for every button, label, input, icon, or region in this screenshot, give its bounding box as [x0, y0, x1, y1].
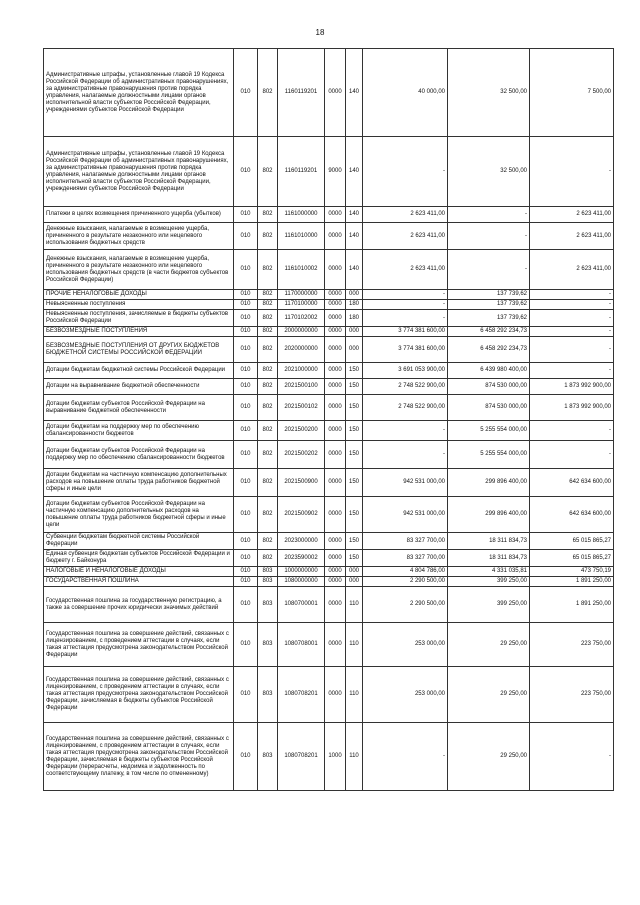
kosgu-code: 000 — [346, 337, 363, 363]
executed-amount: 399 250,00 — [448, 587, 530, 623]
chapter-code: 010 — [234, 395, 258, 421]
chapter-code: 010 — [234, 567, 258, 577]
planned-amount: 83 327 700,00 — [363, 550, 448, 567]
executed-amount: 29 250,00 — [448, 667, 530, 723]
income-code: 2020000000 — [278, 337, 325, 363]
row-name: Невыясненные поступления, зачисляемые в бюджеты субъектов Российской Федерации — [44, 310, 234, 327]
admin-code: 802 — [258, 207, 278, 223]
table-row — [44, 723, 614, 791]
income-code: 1080700001 — [278, 587, 325, 623]
row-name: Дотации на выравнивание бюджетной обеспеченности — [44, 379, 234, 395]
chapter-code: 010 — [234, 421, 258, 441]
planned-amount: 3 774 381 600,00 — [363, 327, 448, 337]
income-code: 2023000000 — [278, 533, 325, 550]
admin-code: 802 — [258, 441, 278, 469]
planned-amount: 253 000,00 — [363, 667, 448, 723]
chapter-code: 010 — [234, 363, 258, 379]
executed-amount: 5 255 554 000,00 — [448, 441, 530, 469]
executed-amount: 29 250,00 — [448, 723, 530, 791]
row-name: БЕЗВОЗМЕЗДНЫЕ ПОСТУПЛЕНИЯ ОТ ДРУГИХ БЮДЖЕТОВ БЮДЖЕТНОЙ СИСТЕМЫ РОССИЙСКОЙ ФЕДЕРАЦИИ — [44, 337, 234, 363]
executed-amount: 6 458 292 234,73 — [448, 327, 530, 337]
remaining-amount: - — [530, 300, 614, 310]
planned-amount: 942 531 000,00 — [363, 497, 448, 533]
income-code: 2023590002 — [278, 550, 325, 567]
table-row — [44, 300, 614, 310]
subtype-code: 0000 — [325, 49, 346, 137]
row-name: Дотации бюджетам субъектов Российской Федерации на выравнивание бюджетной обеспеченности — [44, 395, 234, 421]
planned-amount: - — [363, 723, 448, 791]
admin-code: 803 — [258, 723, 278, 791]
chapter-code: 010 — [234, 337, 258, 363]
row-name: Невыясненные поступления — [44, 300, 234, 310]
subtype-code: 0000 — [325, 497, 346, 533]
income-code: 1080708201 — [278, 667, 325, 723]
executed-amount: - — [448, 250, 530, 290]
kosgu-code: 110 — [346, 667, 363, 723]
admin-code: 802 — [258, 421, 278, 441]
planned-amount: 2 623 411,00 — [363, 250, 448, 290]
remaining-amount: - — [530, 363, 614, 379]
subtype-code: 0000 — [325, 223, 346, 250]
executed-amount: 137 739,62 — [448, 310, 530, 327]
planned-amount: - — [363, 300, 448, 310]
income-code: 1170000000 — [278, 290, 325, 300]
row-name: Субвенции бюджетам бюджетной системы Российской Федерации — [44, 533, 234, 550]
income-code: 2021500902 — [278, 497, 325, 533]
subtype-code: 0000 — [325, 337, 346, 363]
remaining-amount: - — [530, 441, 614, 469]
table-row — [44, 207, 614, 223]
table-row — [44, 137, 614, 207]
kosgu-code: 000 — [346, 567, 363, 577]
row-name: БЕЗВОЗМЕЗДНЫЕ ПОСТУПЛЕНИЯ — [44, 327, 234, 337]
subtype-code: 9000 — [325, 137, 346, 207]
table-row — [44, 567, 614, 577]
planned-amount: 3 774 381 600,00 — [363, 337, 448, 363]
row-name: Дотации бюджетам на поддержку мер по обеспечению сбалансированности бюджетов — [44, 421, 234, 441]
kosgu-code: 140 — [346, 250, 363, 290]
remaining-amount: 1 891 250,00 — [530, 577, 614, 587]
chapter-code: 010 — [234, 533, 258, 550]
planned-amount: 2 623 411,00 — [363, 223, 448, 250]
remaining-amount: - — [530, 290, 614, 300]
kosgu-code: 140 — [346, 137, 363, 207]
income-code: 1160119201 — [278, 49, 325, 137]
admin-code: 803 — [258, 667, 278, 723]
subtype-code: 0000 — [325, 395, 346, 421]
kosgu-code: 000 — [346, 290, 363, 300]
executed-amount: 874 530 000,00 — [448, 395, 530, 421]
admin-code: 803 — [258, 623, 278, 667]
subtype-code: 0000 — [325, 567, 346, 577]
kosgu-code: 140 — [346, 223, 363, 250]
income-code: 1161010002 — [278, 250, 325, 290]
table-row — [44, 395, 614, 421]
table-row — [44, 363, 614, 379]
table-row — [44, 337, 614, 363]
chapter-code: 010 — [234, 310, 258, 327]
income-code: 1000000000 — [278, 567, 325, 577]
income-code: 1080708201 — [278, 723, 325, 791]
kosgu-code: 110 — [346, 623, 363, 667]
admin-code: 802 — [258, 533, 278, 550]
subtype-code: 0000 — [325, 363, 346, 379]
planned-amount: - — [363, 137, 448, 207]
admin-code: 802 — [258, 290, 278, 300]
planned-amount: 2 290 500,00 — [363, 587, 448, 623]
remaining-amount: - — [530, 337, 614, 363]
admin-code: 802 — [258, 550, 278, 567]
row-name: НАЛОГОВЫЕ И НЕНАЛОГОВЫЕ ДОХОДЫ — [44, 567, 234, 577]
planned-amount: - — [363, 441, 448, 469]
remaining-amount: 2 623 411,00 — [530, 250, 614, 290]
remaining-amount: - — [530, 327, 614, 337]
subtype-code: 0000 — [325, 469, 346, 497]
admin-code: 802 — [258, 327, 278, 337]
remaining-amount: 223 750,00 — [530, 667, 614, 723]
chapter-code: 010 — [234, 667, 258, 723]
row-name: Дотации бюджетам бюджетной системы Российской Федерации — [44, 363, 234, 379]
kosgu-code: 150 — [346, 421, 363, 441]
income-code: 2021500200 — [278, 421, 325, 441]
income-code: 2000000000 — [278, 327, 325, 337]
row-name: Государственная пошлина за совершение действий, связанных с лицензированием, с проведением аттестации в случаях, если такая аттестация предусмотрена законодательством Российской Федерации, зачисляемая в бюджеты субъектов Российской Федерации — [44, 667, 234, 723]
row-name: Дотации бюджетам субъектов Российской Федерации на частичную компенсацию дополнительных расходов на повышение оплаты труда работников бюджетной сферы и иные цели — [44, 497, 234, 533]
remaining-amount: 223 750,00 — [530, 623, 614, 667]
chapter-code: 010 — [234, 497, 258, 533]
chapter-code: 010 — [234, 300, 258, 310]
table-row — [44, 550, 614, 567]
subtype-code: 0000 — [325, 667, 346, 723]
chapter-code: 010 — [234, 250, 258, 290]
admin-code: 803 — [258, 587, 278, 623]
admin-code: 802 — [258, 363, 278, 379]
income-code: 2021500202 — [278, 441, 325, 469]
kosgu-code: 180 — [346, 300, 363, 310]
chapter-code: 010 — [234, 327, 258, 337]
executed-amount: - — [448, 223, 530, 250]
table-row — [44, 577, 614, 587]
remaining-amount: - — [530, 723, 614, 791]
executed-amount: 18 311 834,73 — [448, 533, 530, 550]
remaining-amount: 1 891 250,00 — [530, 587, 614, 623]
kosgu-code: 180 — [346, 310, 363, 327]
planned-amount: 2 748 522 900,00 — [363, 395, 448, 421]
executed-amount: 137 739,62 — [448, 290, 530, 300]
planned-amount: 2 290 500,00 — [363, 577, 448, 587]
table-row — [44, 310, 614, 327]
row-name: ПРОЧИЕ НЕНАЛОГОВЫЕ ДОХОДЫ — [44, 290, 234, 300]
income-code: 1160119201 — [278, 137, 325, 207]
subtype-code: 0000 — [325, 379, 346, 395]
remaining-amount: - — [530, 310, 614, 327]
kosgu-code: 150 — [346, 533, 363, 550]
kosgu-code: 110 — [346, 587, 363, 623]
admin-code: 802 — [258, 300, 278, 310]
page-number: 18 — [315, 28, 325, 37]
budget-table — [43, 48, 614, 791]
chapter-code: 010 — [234, 723, 258, 791]
executed-amount: 299 896 400,00 — [448, 497, 530, 533]
executed-amount: 4 331 035,81 — [448, 567, 530, 577]
executed-amount: 299 896 400,00 — [448, 469, 530, 497]
table-row — [44, 469, 614, 497]
admin-code: 802 — [258, 310, 278, 327]
chapter-code: 010 — [234, 49, 258, 137]
kosgu-code: 150 — [346, 441, 363, 469]
income-code: 2021000000 — [278, 363, 325, 379]
subtype-code: 0000 — [325, 421, 346, 441]
executed-amount: 874 530 000,00 — [448, 379, 530, 395]
subtype-code: 0000 — [325, 290, 346, 300]
subtype-code: 0000 — [325, 550, 346, 567]
income-code: 2021500100 — [278, 379, 325, 395]
subtype-code: 0000 — [325, 310, 346, 327]
remaining-amount: 642 634 600,00 — [530, 469, 614, 497]
income-code: 1080708001 — [278, 623, 325, 667]
table-row — [44, 327, 614, 337]
executed-amount: 6 439 980 400,00 — [448, 363, 530, 379]
chapter-code: 010 — [234, 577, 258, 587]
subtype-code: 0000 — [325, 441, 346, 469]
admin-code: 802 — [258, 250, 278, 290]
remaining-amount: 7 500,00 — [530, 49, 614, 137]
chapter-code: 010 — [234, 441, 258, 469]
admin-code: 803 — [258, 567, 278, 577]
subtype-code: 0000 — [325, 300, 346, 310]
kosgu-code: 150 — [346, 497, 363, 533]
subtype-code: 0000 — [325, 587, 346, 623]
table-row — [44, 441, 614, 469]
admin-code: 802 — [258, 497, 278, 533]
row-name: Денежные взыскания, налагаемые в возмещение ущерба, причиненного в результате незаконного или нецелевого использования бюджетных средств (в части бюджетов субъектов Российской Федерации) — [44, 250, 234, 290]
income-code: 1080000000 — [278, 577, 325, 587]
remaining-amount: 2 623 411,00 — [530, 223, 614, 250]
row-name: Государственная пошлина за государственную регистрацию, а также за совершение прочих юридически значимых действий — [44, 587, 234, 623]
admin-code: 803 — [258, 577, 278, 587]
income-code: 2021500900 — [278, 469, 325, 497]
subtype-code: 0000 — [325, 327, 346, 337]
chapter-code: 010 — [234, 290, 258, 300]
kosgu-code: 140 — [346, 207, 363, 223]
kosgu-code: 140 — [346, 49, 363, 137]
planned-amount: 2 748 522 900,00 — [363, 379, 448, 395]
admin-code: 802 — [258, 469, 278, 497]
remaining-amount: 642 634 600,00 — [530, 497, 614, 533]
planned-amount: 40 000,00 — [363, 49, 448, 137]
subtype-code: 1000 — [325, 723, 346, 791]
remaining-amount: - — [530, 421, 614, 441]
kosgu-code: 150 — [346, 550, 363, 567]
remaining-amount: 1 873 992 900,00 — [530, 379, 614, 395]
chapter-code: 010 — [234, 207, 258, 223]
executed-amount: 18 311 834,73 — [448, 550, 530, 567]
executed-amount: 137 739,62 — [448, 300, 530, 310]
remaining-amount: 1 873 992 900,00 — [530, 395, 614, 421]
subtype-code: 0000 — [325, 207, 346, 223]
remaining-amount: 473 750,19 — [530, 567, 614, 577]
table-row — [44, 497, 614, 533]
admin-code: 802 — [258, 379, 278, 395]
executed-amount: 29 250,00 — [448, 623, 530, 667]
row-name: Административные штрафы, установленные главой 19 Кодекса Российской Федерации об административных правонарушениях, за административные правонарушения против порядка управления, налагаемые должностными лицами органов исполнительной власти субъектов Российской Федерации, учреждениями субъектов Российской Федерации — [44, 49, 234, 137]
row-name: Денежные взыскания, налагаемые в возмещение ущерба, причиненного в результате незаконного или нецелевого использования бюджетных средств — [44, 223, 234, 250]
kosgu-code: 150 — [346, 363, 363, 379]
executed-amount: 32 500,00 — [448, 137, 530, 207]
admin-code: 802 — [258, 49, 278, 137]
subtype-code: 0000 — [325, 623, 346, 667]
kosgu-code: 150 — [346, 395, 363, 421]
planned-amount: - — [363, 421, 448, 441]
chapter-code: 010 — [234, 137, 258, 207]
table-row — [44, 250, 614, 290]
kosgu-code: 150 — [346, 469, 363, 497]
kosgu-code: 000 — [346, 577, 363, 587]
income-code: 1161010000 — [278, 223, 325, 250]
table-row — [44, 49, 614, 137]
executed-amount: 399 250,00 — [448, 577, 530, 587]
row-name: Платежи в целях возмещения причиненного ущерба (убытков) — [44, 207, 234, 223]
row-name: Дотации бюджетам субъектов Российской Федерации на поддержку мер по обеспечению сбалансированности бюджетов — [44, 441, 234, 469]
income-code: 1170102002 — [278, 310, 325, 327]
remaining-amount: 2 623 411,00 — [530, 207, 614, 223]
remaining-amount: 65 015 865,27 — [530, 533, 614, 550]
planned-amount: 942 531 000,00 — [363, 469, 448, 497]
table-row — [44, 290, 614, 300]
table-row — [44, 623, 614, 667]
planned-amount: 2 623 411,00 — [363, 207, 448, 223]
planned-amount: - — [363, 310, 448, 327]
chapter-code: 010 — [234, 379, 258, 395]
row-name: Государственная пошлина за совершение действий, связанных с лицензированием, с проведением аттестации в случаях, если такая аттестация предусмотрена законодательством Российской Федерации, зачисляемая в бюджеты субъектов Российской Федерации (перерасчеты, недоимка и задолженность по соответствующему платежу, в том числе по отмененному) — [44, 723, 234, 791]
subtype-code: 0000 — [325, 533, 346, 550]
executed-amount: 5 255 554 000,00 — [448, 421, 530, 441]
row-name: Дотации бюджетам на частичную компенсацию дополнительных расходов на повышение оплаты труда работников бюджетной сферы и иные цели — [44, 469, 234, 497]
table-row — [44, 421, 614, 441]
executed-amount: 6 458 292 234,73 — [448, 337, 530, 363]
admin-code: 802 — [258, 223, 278, 250]
remaining-amount: - — [530, 137, 614, 207]
chapter-code: 010 — [234, 469, 258, 497]
executed-amount: - — [448, 207, 530, 223]
table-row — [44, 379, 614, 395]
income-code: 1161000000 — [278, 207, 325, 223]
table-row — [44, 587, 614, 623]
income-code: 2021500102 — [278, 395, 325, 421]
row-name: Единая субвенция бюджетам субъектов Российской Федерации и бюджету г. Байконура — [44, 550, 234, 567]
admin-code: 802 — [258, 337, 278, 363]
remaining-amount: 65 015 865,27 — [530, 550, 614, 567]
income-code: 1170100000 — [278, 300, 325, 310]
row-name: Государственная пошлина за совершение действий, связанных с лицензированием, с проведением аттестации в случаях, если такая аттестация предусмотрена законодательством Российской Федерации — [44, 623, 234, 667]
kosgu-code: 000 — [346, 327, 363, 337]
table-row — [44, 533, 614, 550]
subtype-code: 0000 — [325, 577, 346, 587]
chapter-code: 010 — [234, 550, 258, 567]
planned-amount: 4 804 786,00 — [363, 567, 448, 577]
chapter-code: 010 — [234, 587, 258, 623]
admin-code: 802 — [258, 395, 278, 421]
row-name: ГОСУДАРСТВЕННАЯ ПОШЛИНА — [44, 577, 234, 587]
planned-amount: 83 327 700,00 — [363, 533, 448, 550]
chapter-code: 010 — [234, 623, 258, 667]
subtype-code: 0000 — [325, 250, 346, 290]
planned-amount: 253 000,00 — [363, 623, 448, 667]
table-row — [44, 223, 614, 250]
kosgu-code: 150 — [346, 379, 363, 395]
kosgu-code: 110 — [346, 723, 363, 791]
table-row — [44, 667, 614, 723]
planned-amount: 3 691 053 900,00 — [363, 363, 448, 379]
row-name: Административные штрафы, установленные главой 19 Кодекса Российской Федерации об административных правонарушениях, за административные правонарушения против порядка управления, налагаемые должностными лицами органов исполнительной власти субъектов Российской Федерации, учреждениями субъектов Российской Федерации — [44, 137, 234, 207]
admin-code: 802 — [258, 137, 278, 207]
planned-amount: - — [363, 290, 448, 300]
executed-amount: 32 500,00 — [448, 49, 530, 137]
chapter-code: 010 — [234, 223, 258, 250]
